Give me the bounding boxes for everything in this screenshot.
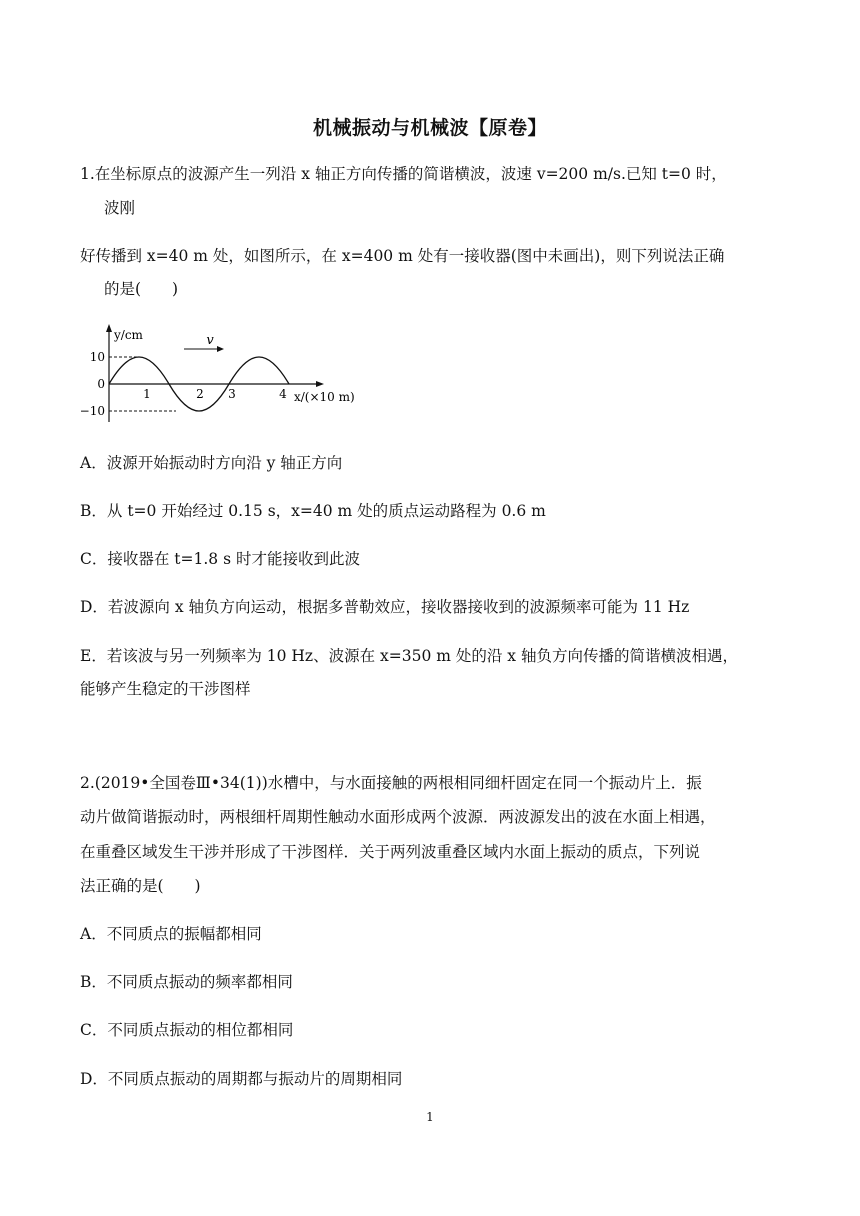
q2-option-d: D．不同质点振动的周期都与振动片的周期相同: [80, 1070, 403, 1088]
q2-option-c: C．不同质点振动的相位都相同: [80, 1021, 294, 1039]
x-tick: 2: [196, 387, 204, 401]
q1-stem-line3: 好传播到 x=40 m 处，如图所示，在 x=400 m 处有一接收器(图中未画出)，则下列说法正确: [80, 247, 725, 265]
page-title: 机械振动与机械波【原卷】: [312, 117, 547, 139]
q2-stem-line3: 在重叠区域发生干涉并形成了干涉图样．关于两列波重叠区域内水面上振动的质点，下列说: [80, 843, 701, 861]
velocity-arrowhead: [217, 346, 224, 352]
q1-stem-line4: 的是( ): [104, 280, 179, 298]
y-axis-label: y/cm: [114, 328, 143, 342]
q1-option-d: D．若波源向 x 轴负方向运动，根据多普勒效应，接收器接收到的波源频率可能为 11 Hz: [80, 598, 690, 616]
q1-option-e-line1: E．若该波与另一列频率为 10 Hz、波源在 x=350 m 处的沿 x 轴负方向传播的简谐横波相遇，: [80, 647, 738, 665]
x-tick: 1: [143, 387, 151, 401]
x-tick: 4: [279, 387, 287, 401]
x-tick: 3: [228, 387, 236, 401]
q1-stem-line1: 1.在坐标原点的波源产生一列沿 x 轴正方向传播的简谐横波，波速 v=200 m/s.已知 t=0 时，: [80, 165, 727, 183]
q1-option-c: C．接收器在 t=1.8 s 时才能接收到此波: [80, 550, 360, 568]
y-axis-arrow: [106, 324, 112, 332]
y-tick: 10: [89, 350, 105, 364]
y-tick: 0: [97, 377, 105, 391]
page-number: 1: [426, 1110, 434, 1124]
q2-option-a: A．不同质点的振幅都相同: [80, 925, 262, 943]
q2-stem-line2: 动片做简谐振动时，两根细杆周期性触动水面形成两个波源．两波源发出的波在水面上相遇，: [80, 808, 716, 826]
velocity-label: v: [206, 333, 214, 348]
q1-option-e-line2: 能够产生稳定的干涉图样: [80, 680, 251, 698]
x-axis-arrow: [316, 381, 324, 387]
q1-option-a: A．波源开始振动时方向沿 y 轴正方向: [80, 454, 343, 472]
q2-option-b: B．不同质点振动的频率都相同: [80, 973, 293, 991]
q1-stem-line2: 波刚: [104, 199, 136, 217]
x-axis-label: x/(×10 m): [294, 390, 355, 404]
q1-option-b: B．从 t=0 开始经过 0.15 s，x=40 m 处的质点运动路程为 0.6 m: [80, 502, 546, 520]
wave-figure: [79, 322, 384, 432]
q2-stem-line4: 法正确的是( ): [80, 877, 201, 895]
y-tick: −10: [79, 404, 105, 418]
q2-stem-line1: 2.(2019•全国卷Ⅲ•34(1))水槽中，与水面接触的两根相同细杆固定在同一个振动片上．振: [80, 774, 702, 792]
